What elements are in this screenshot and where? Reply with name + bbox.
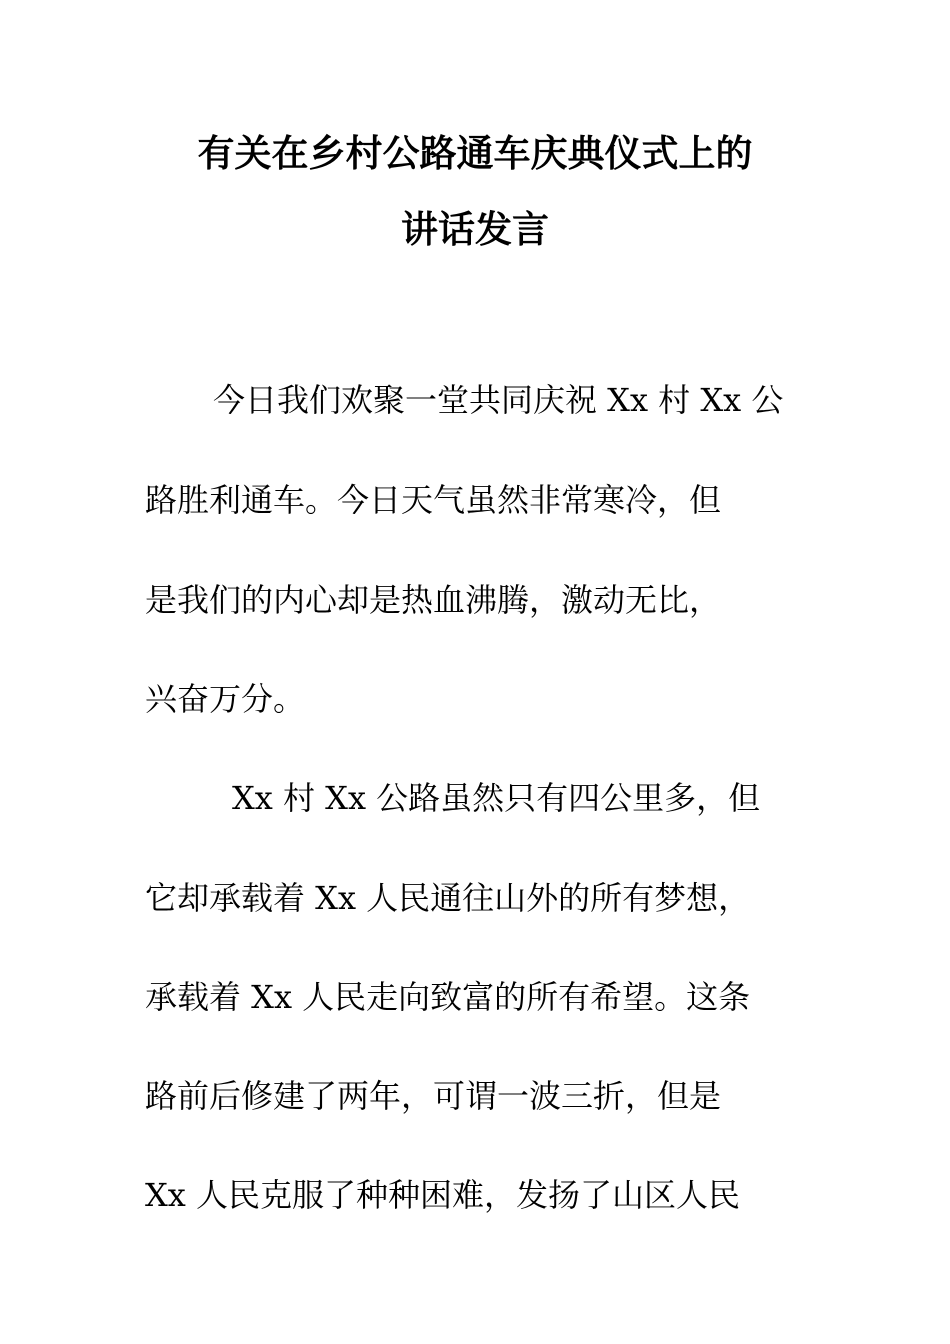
- paragraph-2-line-5: Xx 人民克服了种种困难，发扬了山区人民: [145, 1176, 741, 1214]
- document-title-line-2: 讲话发言: [401, 208, 549, 251]
- paragraph-2-line-4: 路前后修建了两年，可谓一波三折，但是: [145, 1077, 722, 1115]
- paragraph-2-line-2: 它却承载着 Xx 人民通往山外的所有梦想，: [145, 879, 751, 917]
- paragraph-1-line-4: 兴奋万分。: [145, 680, 306, 718]
- paragraph-1-line-1: 今日我们欢聚一堂共同庆祝 Xx 村 Xx 公: [213, 381, 784, 419]
- document-title-line-1: 有关在乡村公路通车庆典仪式上的: [197, 132, 753, 175]
- paragraph-1-line-3: 是我们的内心却是热血沸腾，激动无比，: [145, 581, 722, 619]
- paragraph-2-line-3: 承载着 Xx 人民走向致富的所有希望。这条: [145, 978, 751, 1016]
- paragraph-1-line-2: 路胜利通车。今日天气虽然非常寒冷，但: [145, 481, 722, 519]
- paragraph-2-line-1: Xx 村 Xx 公路虽然只有四公里多，但: [232, 779, 761, 817]
